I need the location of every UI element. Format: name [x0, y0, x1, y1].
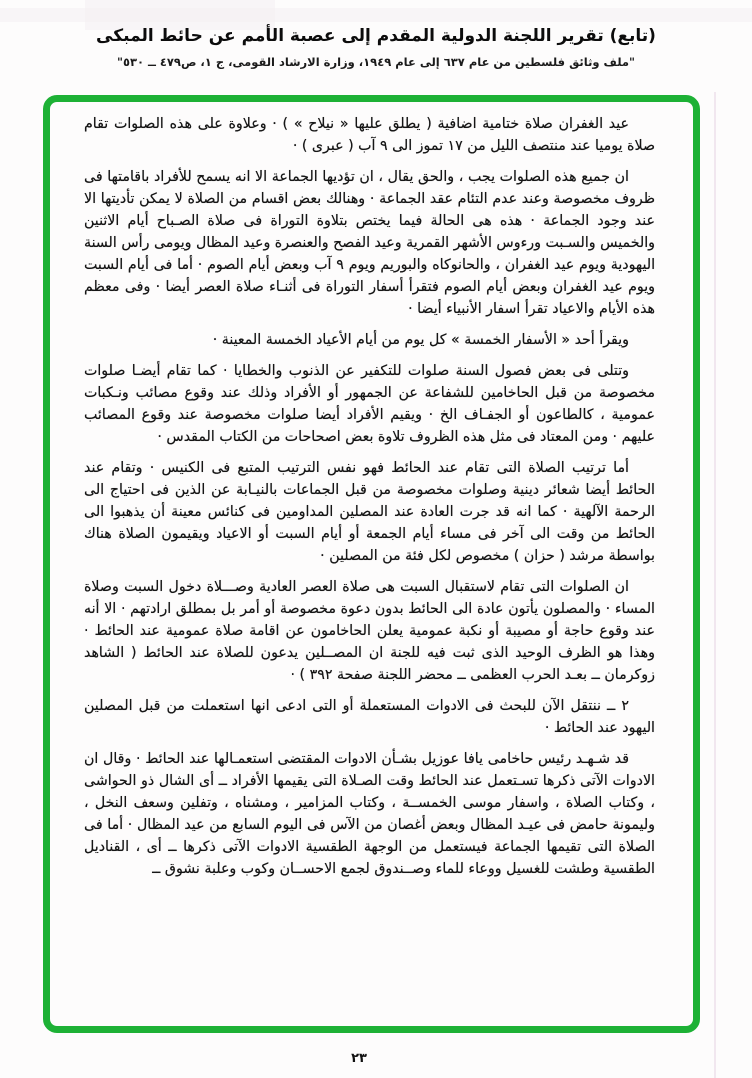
- paragraph: ان جميع هذه الصلوات يجب ، والحق يقال ، ان تؤديها الجماعة الا انه يسمح للأفراد باقامتها فى ظروف مخصوصة وعند عدم التئام عقد الجماعة · وهنالك بعض اقسام من الصلاة لا يمكن تأديتها الا عند وجود الجماعة · هذه هى الحالة فيما يختص بتلاوة التوراة فى صلاة الصـباح أيام الاثنين والخميس والسـبت ورءوس الأشهر القمرية وعيد الفصح والعنصرة وعيد المظال ويومى رأس السنة اليهودية ويوم عيد الغفران ، والحانوكاه والبوريم ويوم ٩ آب وبعض أيام الصوم · أما فى أيام السبت ويوم عيد الغفران وبعض أيام الصوم فتقرأ أسفار التوراة فى أثنـاء صلاة العصر أيضا · وفى معظم هذه الأيام والاعياد تقرأ اسفار الأنبياء أيضا ·: [84, 169, 656, 317]
- paragraph: ان الصلوات التى تقام لاستقبال السبت هى صلاة العصر العادية وصـــلاة دخول السبت وصلاة المساء · والمصلون يأتون عادة الى الحائط بدون دعوة مخصوصة أو أمر بل بمطلق ارادتهم · الا أنه عند وقوع حاجة أو مصيبة أو نكبة عمومية يعلن الحاخامون عن اقامة صلاة عمومية عند الحائط · وهذا هو الظرف الوحيد الذى ثبت فيه للجنة ان المصــلين يدعون للصلاة عند الحائط ( الشاهد زوكرمان ــ بعـد الحرب العظمى ــ محضر اللجنة صفحة ٣٩٢ ) ·: [84, 579, 655, 683]
- scan-artifact-right-line: [714, 92, 716, 1078]
- paragraph: وتتلى فى بعض فصول السنة صلوات للتكفير عن الذنوب والخطايا · كما تقام أيضـا صلوات مخصوصة من قبل الحاخامين للشفاعة عن الجمهور أو الأفراد وذلك عند وقوع مصائب ونـكبات عمومية ، كالطاعون أو الجفـاف الخ · ويقيم الأفراد أيضا صلوات مخصوصة عند وقوع المصائب عليهم · ومن المعتاد فى مثل هذه الظروف تلاوة بعض اصحاحات من الكتاب المقدس ·: [84, 363, 655, 445]
- document-title: (تابع) تقرير اللجنة الدولية المقدم إلى عصبة الأمم عن حائط المبكى: [96, 26, 656, 46]
- paragraph: أما ترتيب الصلاة التى تقام عند الحائط فهو نفس الترتيب المتبع فى الكنيس · وتقام عند الحائط أيضا شعائر دينية وصلوات مخصوصة من قبل الجماعات بالنيـابة عن الذين فى احتياج الى الرحمة الآلهية · كما انه قد جرت العادة عند المصلين المداومين فى كنائس معينة أن يذهبوا الى الحائط من وقت الى آخر فى مساء أيام الجمعة أو أيام السبت أو الاعياد ويقيمون الصلاة هناك بواسطة مرشد ( حزان ) مخصوص لكل فئة من المصلين ·: [84, 460, 655, 564]
- paragraph: ويقرأ أحد « الأسفار الخمسة » كل يوم من أيام الأعياد الخمسة المعينة ·: [212, 332, 629, 348]
- document-source-citation: "ملف وثائق فلسطين من عام ٦٣٧ إلى عام ١٩٤٩، وزارة الارشاد القومى، ج ١، ص٤٧٩ ــ ٥٣٠": [116, 55, 636, 69]
- paragraph: عيد الغفران صلاة ختامية اضافية ( يطلق عليها « نيلاح » ) · وعلاوة على هذه الصلوات تقام صلاة يوميا عند منتصف الليل من ١٧ تموز الى ٩ آب ( عبرى ) ·: [84, 116, 655, 154]
- page-number: ٢٣: [351, 1051, 367, 1066]
- page-header: [0, 26, 752, 69]
- paragraph: قد شـهـد رئيس حاخامى يافا عوزيل بشـأن الادوات المقتضى استعمـالها عند الحائط · وقال ان الادوات الآتى ذكرها تسـتعمل عند الحائط وقت الصـلاة التى يقيمها الأفراد ــ أى الشال ذو الحواشى ، وكتاب الصلاة ، واسفار موسى الخمســة ، وكتاب المزامير ، ومشناه ، وتفلين وسعف النخل ، وليمونة حامض فى عيـد المظال وبعض أغصان من الآس فى اليوم السابع من عيد المظال · أما فى الصلاة التى تقيمها الجماعة فيستعمل من الوجهة الطقسية الادوات الآتى ذكرها ــ أى ، القناديل الطقسية وطشت للغسيل ووعاء للماء وصــندوق لجمع الاحســان وكوب وعلبة نشوق ــ: [84, 751, 655, 877]
- document-body-text: [84, 113, 655, 1012]
- paragraph: ٢ ــ ننتقل الآن للبحث فى الادوات المستعملة أو التى ادعى انها استعملت من قبل المصلين اليهود عند الحائط ·: [84, 698, 655, 736]
- highlight-border-box: [43, 95, 700, 1033]
